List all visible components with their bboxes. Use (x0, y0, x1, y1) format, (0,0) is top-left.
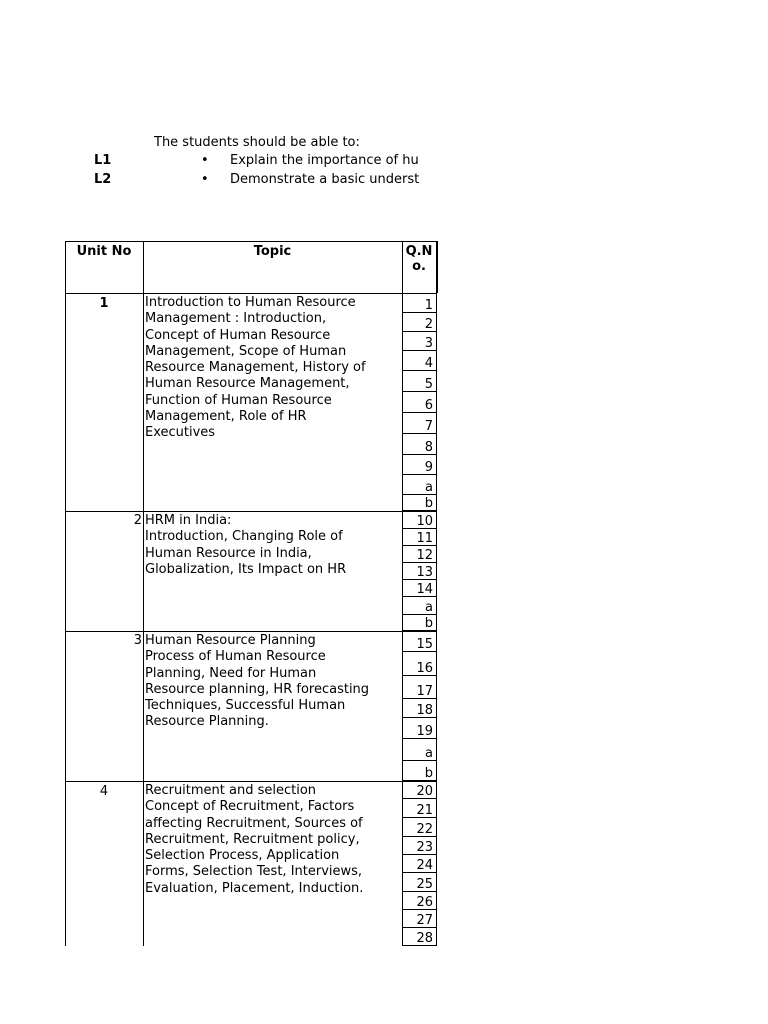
header-unit-no: Unit No (76, 244, 132, 259)
question-number: 1 (402, 293, 437, 313)
table-border-right (436, 241, 438, 293)
header-qno: Q.N o. (405, 244, 433, 274)
question-number: 12 (402, 546, 437, 563)
question-number: 15 (402, 631, 437, 652)
question-number: 9 (402, 455, 437, 475)
unit-number: 1 (99, 296, 109, 311)
question-number: 13 (402, 563, 437, 580)
question-number: 22 (402, 818, 437, 837)
question-number: 4 (402, 351, 437, 371)
question-number: 24 (402, 855, 437, 873)
question-number: 27 (402, 910, 437, 928)
table-divider-unit (143, 241, 144, 946)
unit-topic (145, 633, 395, 731)
topic-line: Resource Planning. (145, 714, 269, 730)
question-number: 21 (402, 799, 437, 818)
topic-line: Human Resource Management, (145, 376, 350, 392)
topic-line: Human Resource in India, (145, 545, 312, 561)
unit-number: 2 (133, 513, 142, 528)
topic-line: Recruitment, Recruitment policy, (145, 831, 360, 847)
question-number: 14 (402, 580, 437, 597)
objective-level-l2: L2 (94, 172, 112, 187)
topic-line: Process of Human Resource (145, 649, 326, 665)
unit-divider (65, 781, 403, 782)
topic-line: Management : Introduction, (145, 311, 327, 327)
topic-line: Forms, Selection Test, Interviews, (145, 864, 363, 880)
topic-line: Management, Scope of Human (145, 343, 347, 359)
topic-line: Executives (145, 425, 216, 441)
question-number: 11 (402, 529, 437, 546)
unit-number: 3 (133, 633, 142, 648)
question-number: 5 (402, 371, 437, 392)
topic-line: Introduction, Changing Role of (145, 529, 343, 545)
question-number: 3 (402, 332, 437, 351)
bullet-icon: • (201, 153, 209, 168)
topic-line: Resource Management, History of (145, 360, 366, 376)
question-number: a (402, 739, 437, 761)
topic-line: Introduction to Human Resource (145, 295, 356, 310)
topic-line: affecting Recruitment, Sources of (145, 815, 363, 831)
question-number: 16 (402, 652, 437, 676)
objective-text: Demonstrate a basic underst (230, 172, 420, 187)
objective-level-l1: L1 (94, 153, 112, 168)
question-number: 20 (402, 781, 437, 799)
question-number: 10 (402, 511, 437, 529)
topic-line: Management, Role of HR (145, 409, 307, 425)
unit-divider (65, 631, 403, 632)
syllabus-table (65, 241, 437, 946)
question-number: 28 (402, 928, 437, 946)
unit-divider (65, 511, 403, 512)
topic-line: Evaluation, Placement, Induction. (145, 880, 364, 896)
question-number: 23 (402, 837, 437, 855)
unit-topic (145, 783, 395, 897)
unit-topic (145, 295, 395, 442)
question-number: 2 (402, 313, 437, 332)
topic-line: Planning, Need for Human (145, 665, 317, 681)
topic-line: Globalization, Its Impact on HR (145, 561, 347, 577)
topic-line: Techniques, Successful Human (145, 698, 346, 714)
question-number: 7 (402, 413, 437, 434)
topic-line: Function of Human Resource (145, 392, 332, 408)
question-number: 26 (402, 892, 437, 910)
table-border-top (65, 241, 437, 242)
topic-line: Concept of Recruitment, Factors (145, 799, 355, 815)
question-number: a (402, 475, 437, 495)
question-number: b (402, 495, 437, 511)
objective-text: Explain the importance of hu (230, 153, 419, 168)
topic-line: Resource planning, HR forecasting (145, 681, 370, 697)
question-number: 25 (402, 873, 437, 892)
header-topic: Topic (253, 244, 292, 259)
question-number: a (402, 597, 437, 615)
question-number: b (402, 761, 437, 781)
bullet-icon: • (201, 172, 209, 187)
topic-line: Human Resource Planning (145, 633, 316, 648)
topic-line: HRM in India: (145, 513, 232, 528)
topic-line: Recruitment and selection (145, 783, 317, 798)
question-number: 17 (402, 676, 437, 699)
unit-topic (145, 513, 395, 578)
intro-text: The students should be able to: (154, 135, 360, 150)
header-bottom-line (65, 293, 403, 294)
question-number: b (402, 615, 437, 631)
table-border-left (65, 241, 66, 946)
question-number: 18 (402, 699, 437, 718)
question-number: 19 (402, 718, 437, 739)
topic-line: Selection Process, Application (145, 848, 340, 864)
question-number: 8 (402, 434, 437, 455)
question-number: 6 (402, 392, 437, 413)
unit-number: 4 (99, 784, 109, 799)
topic-line: Concept of Human Resource (145, 327, 331, 343)
